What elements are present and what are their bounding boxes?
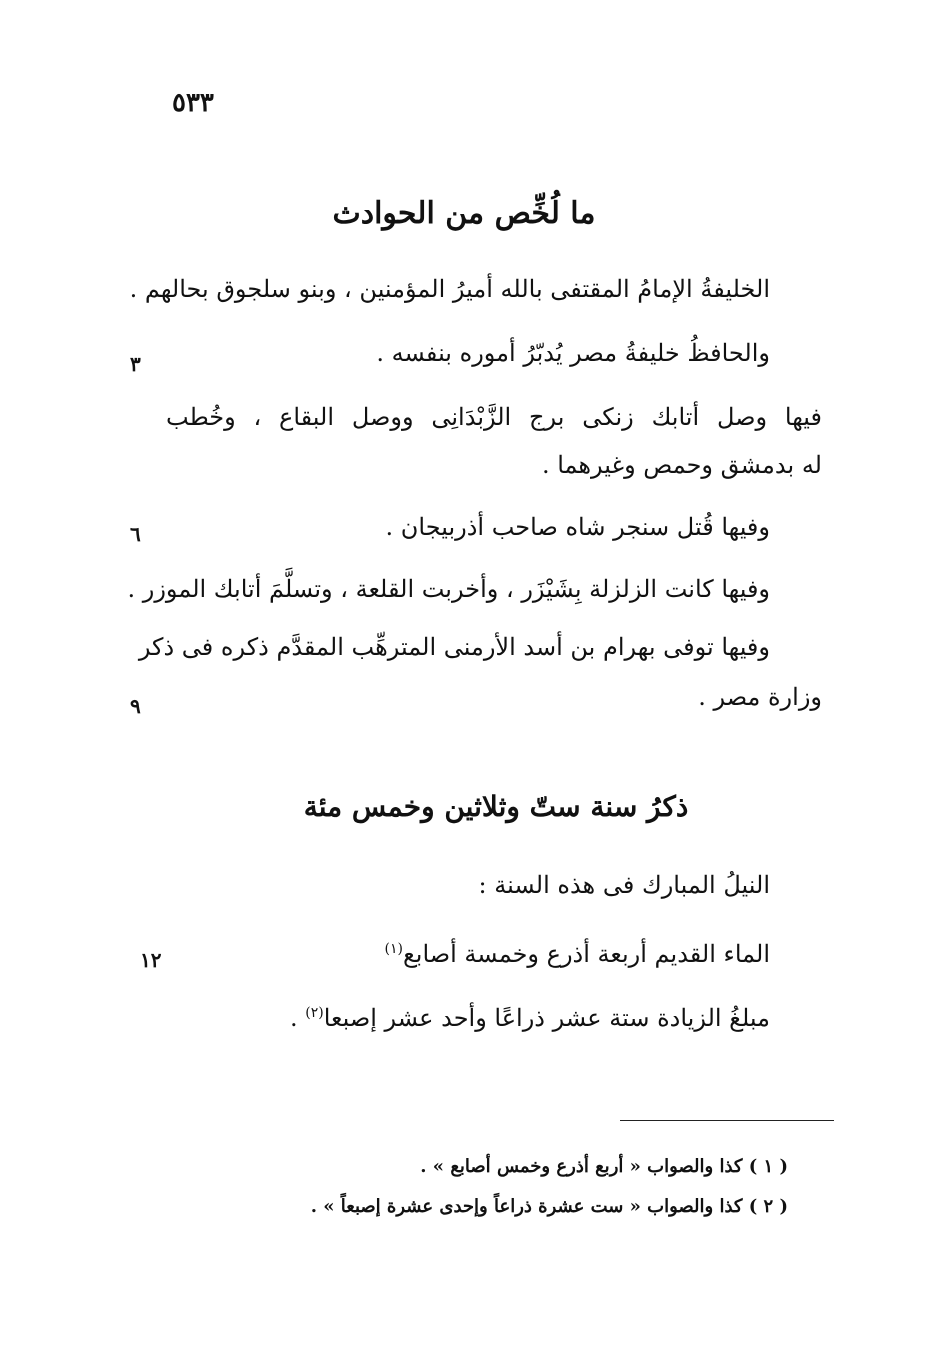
text-line-6: وفيها كانت الزلزلة بِشَيْزَر ، وأخربت القلعة ، وتسلَّمَ أتابك الموزر . — [127, 575, 770, 603]
text-line-7: وفيها توفى بهرام بن أسد الأرمنى المترهِّب المقدَّم ذكره فى ذكر — [138, 633, 770, 661]
text-line-2: والحافظُ خليفةُ مصر يُدبّرُ أموره بنفسه . — [376, 339, 770, 367]
text-line-3: فيها وصل أتابك زنكى برج الزَّبْدَانِى ووصل البقاع ، وخُطب — [166, 403, 822, 431]
text-line-4: له بدمشق وحمص وغيرهما . — [541, 451, 822, 479]
footnote-1: ( ١ ) كذا والصواب « أربع أذرع وخمس أصابع » . — [420, 1156, 788, 1177]
section-heading-year-536: ذكرُ سنة ستّ وثلاثين وخمس مئة — [303, 790, 689, 823]
nile-intro-line: النيلُ المبارك فى هذه السنة : — [478, 871, 770, 899]
text-line-1: الخليفةُ الإمامُ المقتفى بالله أميرُ المؤمنين ، وبنو سلجوق بحالهم . — [129, 275, 770, 303]
increase-line — [290, 996, 770, 1035]
margin-number-9: ٩ — [130, 694, 141, 718]
footnote-ref-1: (١) — [384, 941, 403, 957]
page-number: ٥٣٣ — [172, 88, 214, 118]
footnote-ref-2: (٢) — [305, 1005, 324, 1021]
increase-text: مبلغُ الزيادة ستة عشر ذراعًا وأحد عشر إصبعا — [323, 1004, 770, 1032]
footnote-divider — [620, 1120, 834, 1121]
increase-period: . — [289, 1004, 298, 1032]
old-water-text: الماء القديم أربعة أذرع وخمسة أصابع — [402, 940, 770, 968]
margin-number-6: ٦ — [130, 522, 141, 546]
margin-number-3: ٣ — [130, 352, 141, 376]
margin-number-12: ١٢ — [140, 948, 162, 972]
text-line-5: وفيها قُتل سنجر شاه صاحب أذربيجان . — [385, 513, 770, 541]
old-water-line — [385, 932, 770, 971]
text-line-8: وزارة مصر . — [698, 683, 822, 711]
footnote-2: ( ٢ ) كذا والصواب « ست عشرة ذراعاً وإحدى عشرة إصبعاً » . — [310, 1196, 788, 1217]
section-heading-summary: ما لُخِّص من الحوادث — [332, 196, 596, 231]
